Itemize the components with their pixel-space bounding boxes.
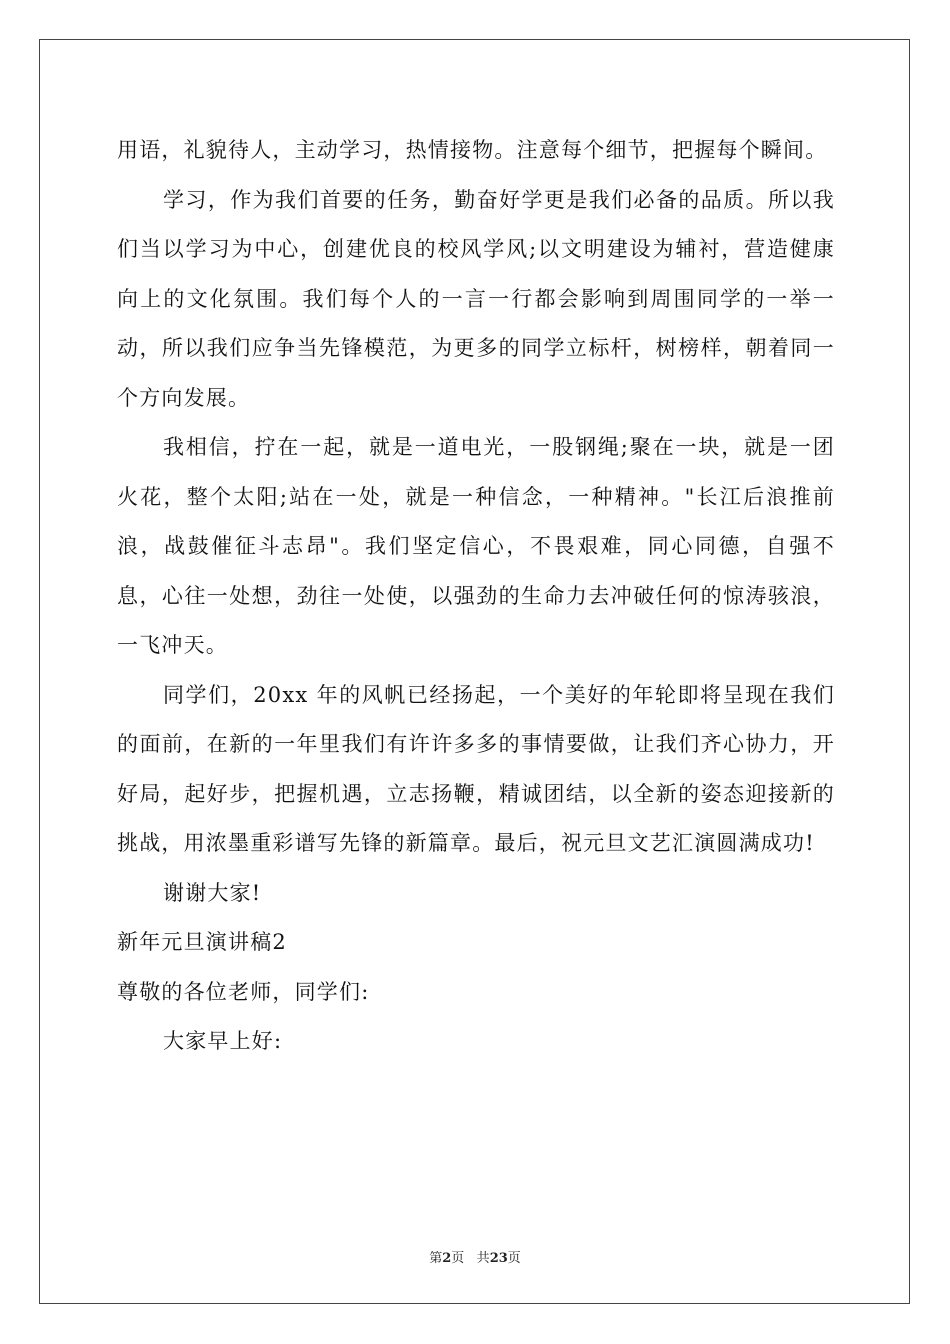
total-suffix: 页: [507, 1251, 521, 1266]
paragraph-belief: 我相信，拧在一起，就是一道电光，一股钢绳;聚在一块，就是一团火花，整个太阳;站在一处，就是一种信念，一种精神。"长江后浪推前浪，战鼓催征斗志昂"。我们坚定信心，不畏艰难，同心同德，自强不息，心往一处想，劲往一处使，以强劲的生命力去冲破任何的惊涛骇浪，一飞冲天。: [117, 435, 835, 657]
paragraph-study: 学习，作为我们首要的任务，勤奋好学更是我们必备的品质。所以我们当以学习为中心，创建优良的校风学风;以文明建设为辅衬，营造健康向上的文化氛围。我们每个人的一言一行都会影响到周围同学的一举一动，所以我们应争当先锋模范，为更多的同学立标杆，树榜样，朝着同一个方向发展。: [117, 187, 835, 410]
document-body: [117, 126, 835, 1067]
speech-title: 新年元旦演讲稿2: [117, 930, 287, 954]
total-pages: 23: [489, 1251, 508, 1266]
salutation: 尊敬的各位老师，同学们:: [117, 979, 370, 1004]
page-suffix: 页: [451, 1251, 465, 1266]
paragraph-continuation: 用语，礼貌待人，主动学习，热情接物。注意每个细节，把握每个瞬间。: [117, 138, 828, 162]
paragraph-new-year: 同学们，20xx 年的风帆已经扬起，一个美好的年轮即将呈现在我们的面前，在新的一年里我们有许许多多的事情要做，让我们齐心协力，开好局，起好步，把握机遇，立志扬鞭，精诚团结，以全新的姿态迎接新的挑战，用浓墨重彩谱写先锋的新篇章。最后，祝元旦文艺汇演圆满成功!: [117, 682, 835, 855]
page-prefix: 第: [429, 1251, 443, 1266]
greeting: 大家早上好:: [163, 1029, 283, 1053]
paragraph-thanks: 谢谢大家!: [163, 880, 262, 905]
page-footer: [0, 1247, 950, 1266]
total-prefix: 共: [476, 1251, 490, 1266]
page-number: 2: [442, 1251, 452, 1266]
